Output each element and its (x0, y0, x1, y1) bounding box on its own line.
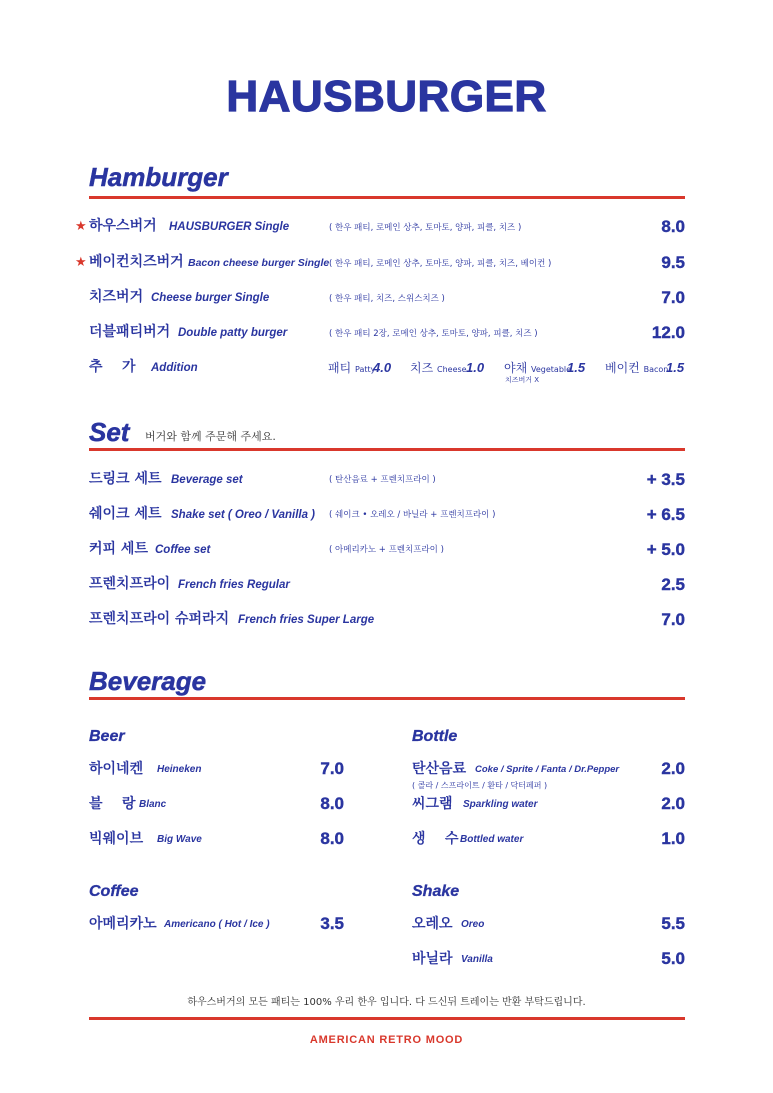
footnote: 하우스버거의 모든 패티는 100% 우리 한우 입니다. 다 드신뒤 트레이는 반환 부탁드립니다. (187, 997, 586, 1008)
item-name-en: Double patty burger (178, 327, 288, 339)
addon-price: 4.0 (373, 360, 392, 375)
item-price: 7.0 (661, 288, 685, 307)
item-price: + 6.5 (646, 505, 685, 524)
item-name-kr: 추 가 (89, 359, 136, 375)
item-price: 2.0 (661, 759, 685, 778)
item-description: ( 아메리카노 + 프렌치프라이 ) (329, 545, 444, 555)
divider (89, 697, 685, 700)
item-price: + 5.0 (646, 540, 685, 559)
item-name-en: Cheese burger Single (151, 292, 270, 304)
item-name-kr: 치즈버거 (89, 289, 144, 305)
item-name-kr: 오레오 (412, 916, 453, 932)
item-price: 5.5 (661, 914, 685, 933)
addon-price: 1.5 (666, 360, 685, 375)
item-price: + 3.5 (646, 470, 685, 489)
item-price: 8.0 (320, 829, 344, 848)
set-note: 버거와 함께 주문해 주세요. (145, 430, 276, 443)
item-price: 2.0 (661, 794, 685, 813)
subheading-coffee: Coffee (89, 883, 139, 900)
item-name-kr: 베이컨치즈버거 (89, 254, 184, 270)
item-name-en: Oreo (461, 919, 485, 930)
item-name-kr: 블 랑 (89, 796, 136, 812)
item-name-en: Big Wave (157, 834, 202, 845)
addon-name: 야채 Vegetable (504, 361, 572, 375)
item-name-en: Heineken (157, 764, 202, 775)
item-description: ( 한우 패티 2장, 로메인 상추, 토마토, 양파, 피클, 치즈 ) (329, 329, 538, 339)
item-price: 2.5 (661, 575, 685, 594)
item-name-en: French fries Super Large (238, 614, 375, 626)
item-name-kr: 씨그램 (412, 796, 453, 812)
item-price: 7.0 (661, 610, 685, 629)
item-subtext: ( 콜라 / 스프라이트 / 환타 / 닥터페퍼 ) (412, 781, 548, 790)
addon-price: 1.5 (567, 360, 586, 375)
subheading-beer: Beer (89, 728, 125, 745)
item-name-kr: 커피 세트 (89, 541, 148, 557)
item-name-kr: 바닐라 (412, 951, 453, 967)
item-name-kr: 생 수 (412, 831, 459, 847)
item-name-en: Shake set ( Oreo / Vanilla ) (171, 509, 316, 521)
item-name-kr: 하우스버거 (89, 218, 157, 234)
divider (89, 196, 685, 199)
divider (89, 448, 685, 451)
item-description: ( 한우 패티, 로메인 상추, 토마토, 양파, 피클, 치즈, 베이컨 ) (329, 259, 552, 269)
item-name-kr: 드링크 세트 (89, 471, 162, 487)
item-name-en: Americano ( Hot / Ice ) (164, 919, 270, 930)
item-name-en: Beverage set (171, 474, 243, 486)
item-description: ( 쉐이크 • 오레오 / 바닐라 + 프렌치프라이 ) (329, 510, 496, 520)
subheading-bottle: Bottle (412, 728, 458, 745)
item-price: 1.0 (661, 829, 685, 848)
item-name-en: Bottled water (460, 834, 524, 845)
item-name-en: Addition (151, 362, 198, 374)
section-title-hamburger: Hamburger (89, 162, 228, 192)
section-title-set: Set (89, 417, 130, 447)
item-name-kr: 쉐이크 세트 (89, 506, 162, 522)
addon-name: 베이컨 Bacon (605, 361, 669, 375)
item-price: 3.5 (320, 914, 344, 933)
item-name-en: French fries Regular (178, 579, 290, 591)
item-name-kr: 빅웨이브 (89, 831, 144, 847)
section-title-beverage: Beverage (89, 666, 207, 696)
divider (89, 1017, 685, 1020)
item-name-kr: 탄산음료 (412, 761, 467, 777)
item-name-kr: 프렌치프라이 (89, 576, 171, 592)
item-price: 7.0 (320, 759, 344, 778)
item-name-en: Coke / Sprite / Fanta / Dr.Pepper (475, 764, 620, 775)
item-name-kr: 더블패티버거 (89, 324, 171, 340)
item-name-en: HAUSBURGER Single (169, 221, 290, 233)
item-name-kr: 프렌치프라이 슈퍼라지 (89, 611, 230, 627)
item-name-en: Coffee set (155, 544, 211, 556)
addon-name: 치즈 Cheese (410, 361, 467, 375)
addon-name: 패티 Patty (328, 361, 376, 375)
item-name-kr: 아메리카노 (89, 916, 157, 932)
item-name-en: Blanc (139, 799, 167, 810)
item-price: 8.0 (320, 794, 344, 813)
item-description: ( 한우 패티, 로메인 상추, 토마토, 양파, 피클, 치즈 ) (329, 223, 522, 233)
item-description: ( 탄산음료 + 프렌치프라이 ) (329, 475, 436, 485)
footer-tagline: AMERICAN RETRO MOOD (309, 1034, 464, 1046)
item-price: 8.0 (661, 217, 685, 236)
item-price: 5.0 (661, 949, 685, 968)
brand-title: HAUSBURGER (226, 72, 547, 121)
item-name-en: Bacon cheese burger Single (188, 257, 330, 269)
item-price: 9.5 (661, 253, 685, 272)
star-icon: ★ (75, 255, 87, 270)
addon-note: 치즈버거 X (505, 376, 540, 384)
star-icon: ★ (75, 219, 87, 234)
subheading-shake: Shake (412, 883, 460, 900)
addon-price: 1.0 (466, 360, 485, 375)
item-name-kr: 하이네켄 (89, 761, 144, 777)
item-price: 12.0 (651, 323, 685, 342)
item-name-en: Vanilla (461, 954, 493, 965)
item-name-en: Sparkling water (463, 799, 538, 810)
item-description: ( 한우 패티, 치즈, 스위스치즈 ) (329, 294, 445, 304)
